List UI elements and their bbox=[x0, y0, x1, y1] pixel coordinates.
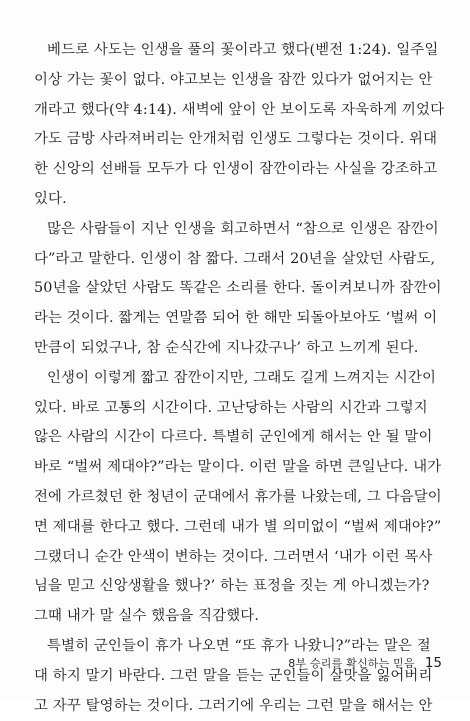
text-line: 이상 가는 꽃이 없다. 야고보는 인생을 잠깐 있다가 없어지는 안 bbox=[34, 71, 433, 88]
text-line: 그때 내가 말 실수 했음을 직감했다. bbox=[34, 608, 260, 625]
text-line: 라는 것이다. 짧게는 연말쯤 되어 한 해만 되돌아보아도 ‘벌써 이 bbox=[34, 310, 438, 327]
text-line: 바로 “벌써 제대야?”라는 말이다. 이런 말을 하면 큰일난다. 내가 bbox=[34, 459, 442, 476]
text-line: 면 제대를 한다고 했다. 그런데 내가 별 의미없이 “벌써 제대야?” bbox=[34, 518, 442, 535]
text-line: 인생이 이렇게 짧고 잠깐이지만, 그래도 길게 느껴지는 시간이 bbox=[47, 369, 437, 386]
text-line: 님을 믿고 신앙생활을 했나?’ 하는 표정을 짓는 게 아니겠는가? bbox=[34, 578, 430, 595]
text-line: 않은 사람의 시간이 다르다. 특별히 군인에게 해서는 안 될 말이 bbox=[34, 429, 433, 446]
text-line: 다”라고 말한다. 인생이 참 짧다. 그래서 20년을 살았던 사람도, bbox=[34, 250, 436, 267]
text-line: 개라고 했다(약 4:14). 새벽에 앞이 안 보이도록 자욱하게 끼었다 bbox=[34, 101, 445, 118]
text-line: 가도 금방 사라져버리는 안개처럼 인생도 그렇다는 것이다. 위대 bbox=[34, 131, 438, 148]
text-line: 만큼이 되었구나, 참 순식간에 지나갔구나’ 하고 느끼게 된다. bbox=[34, 339, 419, 356]
text-line: 고 자꾸 탈영하는 것이다. 그러기에 우리는 그런 말을 해서는 안 bbox=[34, 697, 433, 714]
page-number: 15 bbox=[424, 655, 442, 671]
text-line: 특별히 군인들이 휴가 나오면 “또 휴가 나왔니?”라는 말은 절 bbox=[47, 637, 431, 654]
paragraph-1 bbox=[34, 36, 454, 215]
body-text bbox=[34, 36, 454, 721]
text-line: 있다. bbox=[34, 190, 67, 207]
page-footer bbox=[288, 655, 442, 677]
section-running-title: 8부 승리를 확신하는 믿음 bbox=[288, 657, 415, 670]
text-line: 있다. 바로 고통의 시간이다. 고난당하는 사람의 시간과 그렇지 bbox=[34, 399, 428, 416]
text-line: 많은 사람들이 지난 인생을 회고하면서 “참으로 인생은 잠깐이 bbox=[47, 220, 439, 237]
text-line: 대 하지 말기 바란다. 그런 말을 듣는 군인들이 살맛을 잃어버리 bbox=[34, 667, 433, 684]
text-line: 한 신앙의 선배들 모두가 다 인생이 잠깐이라는 사실을 강조하고 bbox=[34, 161, 438, 178]
text-line: 그랬더니 순간 안색이 변하는 것이다. 그러면서 ‘내가 이런 목사 bbox=[34, 548, 433, 565]
text-line: 베드로 사도는 인생을 풀의 꽃이라고 했다(벧전 1:24). 일주일 bbox=[47, 42, 439, 58]
paragraph-2 bbox=[34, 215, 454, 364]
text-line: 50년을 살았던 사람도 똑같은 소리를 한다. 돌이켜보니까 잠깐이 bbox=[34, 280, 442, 297]
paragraph-3 bbox=[34, 364, 454, 632]
text-line: 전에 가르쳤던 한 청년이 군대에서 휴가를 나왔는데, 그 다음달이 bbox=[34, 488, 442, 505]
